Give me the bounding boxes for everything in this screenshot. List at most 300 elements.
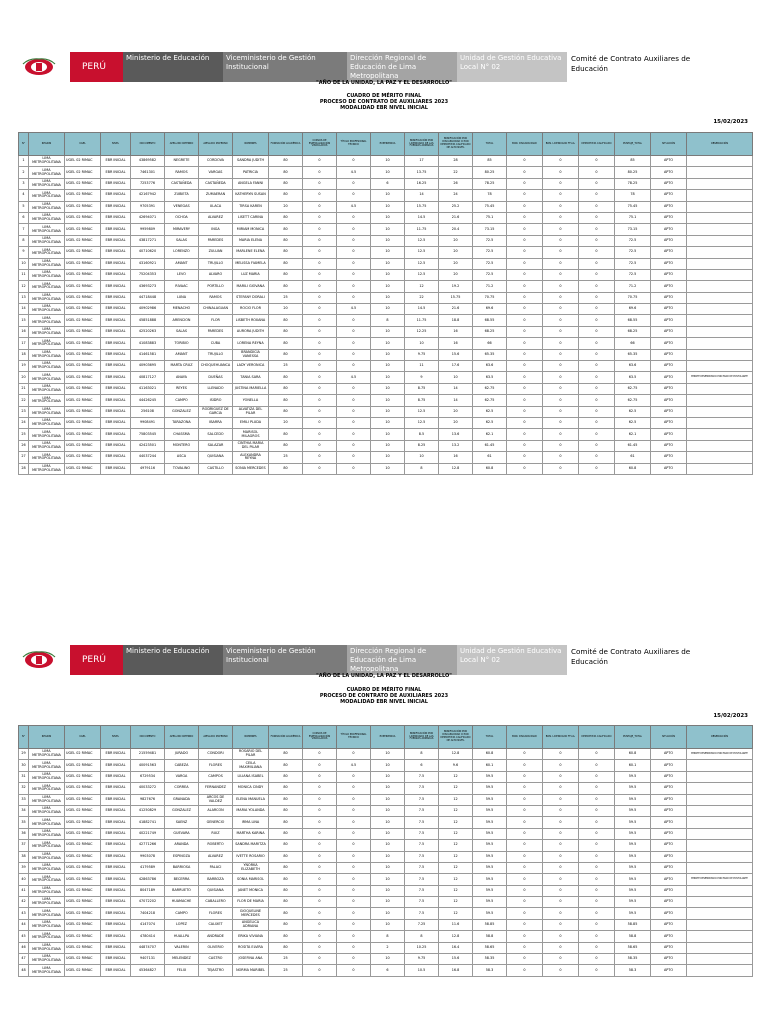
table-cell: BARRIOSA	[165, 862, 199, 873]
table-cell: 0	[579, 201, 615, 212]
table-cell: 60.8	[615, 749, 651, 760]
column-header: N°	[19, 133, 29, 156]
table-cell: UGEL 02 RIMAC	[65, 817, 101, 828]
table-cell: EBR INICIAL	[101, 862, 131, 873]
table-cell: 0	[579, 828, 615, 839]
table-cell: 0	[507, 805, 543, 816]
table-cell: 0	[303, 805, 337, 816]
table-cell: 0	[543, 224, 579, 235]
table-cell: EBR INICIAL	[101, 372, 131, 383]
table-cell: 10	[405, 452, 439, 463]
table-cell: 80	[269, 851, 303, 862]
table-cell: 10	[371, 349, 405, 360]
table-cell: LIMA METROPOLITANA	[29, 817, 65, 828]
table-cell: 26	[439, 178, 473, 189]
table-cell: UGEL 02 RIMAC	[65, 440, 101, 451]
table-cell: AMANT	[165, 258, 199, 269]
table-cell: 59.5	[473, 828, 507, 839]
table-cell: EBR INICIAL	[101, 828, 131, 839]
table-cell: 10	[371, 383, 405, 394]
table-cell: 10	[371, 463, 405, 474]
table-cell: 12.8	[439, 463, 473, 474]
column-header: NIVEL	[101, 133, 131, 156]
column-header: DEPORTISTA CALIFICADO	[579, 726, 615, 749]
table-cell: 1	[19, 156, 29, 167]
table-cell: 80	[269, 771, 303, 782]
table-cell: UGEL 02 RIMAC	[65, 190, 101, 201]
table-cell: 8.75	[405, 383, 439, 394]
table-cell: 0	[303, 954, 337, 965]
table-cell: 15.75	[439, 292, 473, 303]
table-cell: 10	[371, 235, 405, 246]
table-cell: 9827676	[131, 794, 165, 805]
table-cell: 0	[507, 292, 543, 303]
table-cell: 58.35	[473, 954, 507, 965]
table-cell: UGEL 02 RIMAC	[65, 201, 101, 212]
table-cell: 0	[543, 463, 579, 474]
table-cell: ANGELA FANNI	[233, 178, 269, 189]
table-cell: RAMOS	[165, 167, 199, 178]
column-header: APELLIDO PATERNO	[165, 133, 199, 156]
table-cell: 0	[337, 942, 371, 953]
table-cell: EBR INICIAL	[101, 771, 131, 782]
table-cell: EBR INICIAL	[101, 805, 131, 816]
table-cell: 80	[269, 429, 303, 440]
table-cell: 0	[579, 771, 615, 782]
table-cell: 62.1	[615, 429, 651, 440]
table-cell	[687, 463, 753, 474]
column-header: EXPERIENCIA	[371, 726, 405, 749]
table-cell: 41163021	[131, 383, 165, 394]
column-header: BONIFICACIÓN POR LICENCIADO DE LAS FUERZAS ARMADAS	[405, 726, 439, 749]
table-cell: UGEL 02 RIMAC	[65, 783, 101, 794]
table-cell: EBR INICIAL	[101, 361, 131, 372]
table-cell: 0	[507, 178, 543, 189]
table-cell: UGEL 02 RIMAC	[65, 862, 101, 873]
table-cell: 72.5	[615, 247, 651, 258]
table-cell: UGEL 02 RIMAC	[65, 338, 101, 349]
table-cell	[687, 247, 753, 258]
table-cell: 0	[337, 349, 371, 360]
table-cell: 7.5	[405, 885, 439, 896]
table-cell: 25	[269, 965, 303, 976]
table-cell: UGEL 02 RIMAC	[65, 315, 101, 326]
column-header: BON. LICENCIADO FF.AA.	[543, 726, 579, 749]
table-cell: LIMA METROPOLITANA	[29, 851, 65, 862]
column-header: APELLIDO MATERNO	[199, 726, 233, 749]
table-cell: MARIA ELENA	[233, 235, 269, 246]
table-cell: 8	[371, 315, 405, 326]
table-cell: 80.25	[615, 167, 651, 178]
table-cell: 0	[579, 326, 615, 337]
column-header: APELLIDO MATERNO	[199, 133, 233, 156]
title-line: MODALIDAD EBR NIVEL INICIAL	[340, 105, 428, 111]
table-cell: 0	[543, 247, 579, 258]
table-cell: 44718448	[131, 292, 165, 303]
table-cell	[687, 338, 753, 349]
table-cell: LUZ MARIA	[233, 269, 269, 280]
table-cell: 0	[579, 440, 615, 451]
table-cell: 40	[19, 874, 29, 885]
table-cell: 10	[371, 760, 405, 771]
table-cell: 80	[269, 258, 303, 269]
table-cell: UGEL 02 RIMAC	[65, 874, 101, 885]
table-cell: 12.8	[439, 931, 473, 942]
table-cell: SONIA MERCEDES	[233, 463, 269, 474]
table-cell: 10	[371, 874, 405, 885]
table-cell: 65.35	[615, 349, 651, 360]
table-cell: EMPATE DESEMPATADO POR EDAD DE POSTULANTE	[687, 749, 753, 760]
table-cell: 12	[439, 828, 473, 839]
table-cell: 0	[543, 452, 579, 463]
table-cell: 7.5	[405, 862, 439, 873]
table-cell: TIRSA KAREN	[233, 201, 269, 212]
table-cell: 80	[269, 783, 303, 794]
table-cell: 9	[405, 372, 439, 383]
table-cell: 59.5	[473, 783, 507, 794]
table-cell: TEJASTRO	[199, 965, 233, 976]
table-cell: APTO	[651, 749, 687, 760]
table-cell: 0	[507, 417, 543, 428]
table-cell: 12	[405, 281, 439, 292]
table-cell: UGEL 02 RIMAC	[65, 372, 101, 383]
table-cell: APTO	[651, 874, 687, 885]
table-cell: EMPATE DESEMPATADO POR EDAD DE POSTULANTE	[687, 372, 753, 383]
table-cell	[687, 304, 753, 315]
table-cell: 0	[543, 919, 579, 930]
table-cell: 0	[303, 749, 337, 760]
table-cell: APTO	[651, 783, 687, 794]
table-cell: 80	[269, 760, 303, 771]
table-cell: APTO	[651, 908, 687, 919]
table-cell: 12.5	[405, 235, 439, 246]
table-cell: EBR INICIAL	[101, 315, 131, 326]
table-cell: 58.8	[615, 931, 651, 942]
table-cell: MIRIAM MONICA	[233, 224, 269, 235]
table-row	[19, 383, 753, 394]
table-cell: 0	[303, 828, 337, 839]
table-cell: VALERIN	[165, 942, 199, 953]
table-cell: 18.8	[439, 315, 473, 326]
table-cell: 0	[303, 794, 337, 805]
table-cell: BRANDICIA VANESSA	[233, 349, 269, 360]
table-cell: 59.5	[473, 794, 507, 805]
table-cell: 62.75	[473, 383, 507, 394]
table-cell: YONELLA	[233, 395, 269, 406]
table-cell: LIMA METROPOLITANA	[29, 749, 65, 760]
table-cell: 0	[579, 908, 615, 919]
table-cell: 0	[507, 235, 543, 246]
table-cell: 80	[269, 326, 303, 337]
table-cell: 6	[371, 178, 405, 189]
table-cell: 0	[507, 406, 543, 417]
table-cell: 0	[337, 361, 371, 372]
table-cell: 0	[507, 395, 543, 406]
table-cell: 0	[303, 862, 337, 873]
table-cell: 17.6	[439, 361, 473, 372]
table-cell: QUISIANA	[199, 885, 233, 896]
table-cell: 80	[269, 805, 303, 816]
table-cell: 0	[507, 897, 543, 908]
table-cell: 12.5	[405, 417, 439, 428]
table-cell: APTO	[651, 338, 687, 349]
table-cell: 59.5	[615, 794, 651, 805]
table-cell: 0	[507, 851, 543, 862]
table-cell: 80	[269, 269, 303, 280]
table-cell: CORREA	[165, 783, 199, 794]
table-cell: GONZALEZ	[165, 406, 199, 417]
table-cell: 16	[439, 452, 473, 463]
table-cell	[687, 783, 753, 794]
table-cell: 8.25	[405, 440, 439, 451]
column-header: OBSERVACIÓN	[687, 133, 753, 156]
table-cell: 0	[337, 817, 371, 828]
table-cell: KATHERYN SUSAN	[233, 190, 269, 201]
table-cell: 41461581	[131, 349, 165, 360]
table-cell: UGEL 02 RIMAC	[65, 749, 101, 760]
table-cell: 0	[579, 224, 615, 235]
table-cell: 5	[19, 201, 29, 212]
table-cell: 59.5	[473, 805, 507, 816]
table-cell: 59.5	[615, 805, 651, 816]
table-cell: 25.2	[439, 201, 473, 212]
table-cell: 10	[371, 304, 405, 315]
table-cell: LILIANA ISABEL	[233, 771, 269, 782]
table-cell: APTO	[651, 395, 687, 406]
table-cell: 7	[19, 224, 29, 235]
table-cell: 80	[269, 919, 303, 930]
table-cell: OLIVERIO	[199, 942, 233, 953]
table-row	[19, 361, 753, 372]
table-cell: APTO	[651, 794, 687, 805]
table-cell: 0	[507, 908, 543, 919]
table-cell	[687, 201, 753, 212]
table-cell: 43817271	[131, 235, 165, 246]
table-cell	[687, 771, 753, 782]
table-cell: 63.6	[473, 361, 507, 372]
table-cell: TORIBIO	[165, 338, 199, 349]
table-cell: 26	[19, 440, 29, 451]
table-cell: 0	[337, 315, 371, 326]
table-cell: APTO	[651, 361, 687, 372]
table-cell: 0	[303, 178, 337, 189]
table-cell: 3	[19, 178, 29, 189]
table-cell: 12	[439, 840, 473, 851]
table-cell: SALCEDO	[199, 429, 233, 440]
table-cell: APTO	[651, 247, 687, 258]
table-cell: 80	[269, 942, 303, 953]
table-cell: EBR INICIAL	[101, 851, 131, 862]
table-cell: 0	[337, 965, 371, 976]
table-cell: 78	[473, 190, 507, 201]
table-cell: MONICA CINDY	[233, 783, 269, 794]
table-cell: CONDORI	[199, 749, 233, 760]
table-cell: FERNANDEZ	[199, 783, 233, 794]
table-cell: ZUMAERAN	[199, 190, 233, 201]
table-cell: 0	[507, 965, 543, 976]
table-cell: 7.5	[405, 897, 439, 908]
table-cell: 60.1	[473, 760, 507, 771]
table-cell: CASTAÑEDA	[165, 178, 199, 189]
table-cell: APTO	[651, 406, 687, 417]
table-cell: 42771266	[131, 840, 165, 851]
table-cell: APTO	[651, 292, 687, 303]
table-cell: 10	[371, 190, 405, 201]
column-header: BON. LICENCIADO FF.AA.	[543, 133, 579, 156]
column-header: CURSOS DE ESPECIALIZACIÓN VINCULADOS	[303, 726, 337, 749]
table-cell: 30	[19, 760, 29, 771]
table-cell	[687, 315, 753, 326]
column-header: SITUACIÓN	[651, 133, 687, 156]
table-cell: ANAYA	[165, 372, 199, 383]
table-cell: 14	[439, 383, 473, 394]
table-cell	[687, 406, 753, 417]
table-cell: 0	[579, 965, 615, 976]
year-motto: "AÑO DE LA UNIDAD, LA PAZ Y EL DESARROLLO"	[316, 673, 452, 679]
table-cell: EBR INICIAL	[101, 885, 131, 896]
table-cell: 7.5	[405, 817, 439, 828]
table-cell	[687, 349, 753, 360]
table-cell: 41083883	[131, 338, 165, 349]
table-cell: OCHOA	[165, 212, 199, 223]
table-cell: UGEL 02 RIMAC	[65, 851, 101, 862]
table-row	[19, 897, 753, 908]
table-row	[19, 771, 753, 782]
table-row	[19, 794, 753, 805]
table-cell	[687, 897, 753, 908]
table-cell: 0	[543, 190, 579, 201]
table-cell: 0	[337, 828, 371, 839]
table-cell: UGEL 02 RIMAC	[65, 794, 101, 805]
table-cell: 7.5	[405, 771, 439, 782]
table-cell: 4147074	[131, 919, 165, 930]
table-cell: 0	[579, 794, 615, 805]
table-cell: 0	[579, 292, 615, 303]
table-cell	[687, 452, 753, 463]
table-cell: 45	[19, 931, 29, 942]
table-cell: 12.5	[405, 406, 439, 417]
table-cell: LIMA METROPOLITANA	[29, 383, 65, 394]
table-cell: 0	[507, 840, 543, 851]
table-cell: BARBOZA	[199, 874, 233, 885]
table-cell: 37	[19, 840, 29, 851]
table-cell: EBR INICIAL	[101, 749, 131, 760]
table-row	[19, 440, 753, 451]
table-cell: 42694071	[131, 212, 165, 223]
table-cell: 0	[579, 406, 615, 417]
table-cell: SANDRA MARITZA	[233, 840, 269, 851]
table-cell	[687, 156, 753, 167]
table-cell: 0	[303, 942, 337, 953]
table-cell: SONIA MARISOL	[233, 874, 269, 885]
table-cell: 12	[439, 897, 473, 908]
table-cell: 12	[439, 862, 473, 873]
table-cell: ELENA MANUELA	[233, 794, 269, 805]
table-cell: 0	[337, 406, 371, 417]
table-cell: 0	[507, 338, 543, 349]
table-cell: 60.8	[473, 749, 507, 760]
table-cell: 0	[337, 156, 371, 167]
table-cell: APTO	[651, 828, 687, 839]
table-cell: EBR INICIAL	[101, 440, 131, 451]
table-cell: 0	[337, 885, 371, 896]
table-cell: 0	[337, 749, 371, 760]
table-cell: 10	[371, 212, 405, 223]
table-cell: UGEL 02 RIMAC	[65, 919, 101, 930]
table-cell: 59.5	[615, 885, 651, 896]
table-cell: UGEL 02 RIMAC	[65, 771, 101, 782]
table-cell: 0	[579, 361, 615, 372]
table-cell: 61	[473, 452, 507, 463]
table-cell: 0	[543, 406, 579, 417]
table-cell: JOSEFINA ANA	[233, 954, 269, 965]
table-cell: CASTILLO	[199, 463, 233, 474]
table-cell: ANGELICA ADRIANA	[233, 919, 269, 930]
table-cell: 14.5	[405, 304, 439, 315]
table-cell: 10	[19, 258, 29, 269]
table-cell: ROBERTO	[199, 840, 233, 851]
table-cell: 0	[507, 817, 543, 828]
table-cell: UGEL 02 RIMAC	[65, 805, 101, 816]
document-title	[0, 687, 768, 705]
table-cell: 0	[303, 395, 337, 406]
table-cell: 0	[579, 931, 615, 942]
table-cell: GRANADA	[165, 794, 199, 805]
table-cell: 10	[371, 338, 405, 349]
table-cell: 80	[269, 349, 303, 360]
table-cell: 0	[507, 452, 543, 463]
table-cell	[687, 760, 753, 771]
table-row	[19, 281, 753, 292]
table-cell: LIMA METROPOLITANA	[29, 874, 65, 885]
table-cell: 10	[371, 167, 405, 178]
table-cell: 25	[269, 954, 303, 965]
table-cell: 10	[371, 258, 405, 269]
table-cell: 10	[371, 452, 405, 463]
table-cell: 68.25	[473, 326, 507, 337]
table-cell: LIMA METROPOLITANA	[29, 885, 65, 896]
table-row	[19, 965, 753, 976]
table-cell: 0	[303, 783, 337, 794]
table-cell: 0	[507, 247, 543, 258]
table-cell: LISETT CARINA	[233, 212, 269, 223]
table-cell: LIMA METROPOLITANA	[29, 201, 65, 212]
table-cell: 0	[543, 167, 579, 178]
table-cell: ULACA	[199, 201, 233, 212]
table-cell: TANIA SARA	[233, 372, 269, 383]
table-cell: 10	[371, 749, 405, 760]
page-1	[0, 52, 768, 582]
table-cell: 11	[19, 269, 29, 280]
table-cell: 66	[473, 338, 507, 349]
table-cell: 0	[507, 440, 543, 451]
table-cell: 0	[543, 304, 579, 315]
table-row	[19, 269, 753, 280]
table-cell: MENACHO	[165, 304, 199, 315]
table-cell: 0	[303, 281, 337, 292]
table-cell	[687, 258, 753, 269]
table-cell: 80	[269, 190, 303, 201]
table-cell: ALARCON	[199, 805, 233, 816]
table-cell: 20	[439, 406, 473, 417]
table-cell: EBR INICIAL	[101, 874, 131, 885]
table-cell: 0	[337, 326, 371, 337]
table-cell: SALAS	[165, 235, 199, 246]
table-cell: 8047189	[131, 885, 165, 896]
table-cell: CHINALAGUAN	[199, 304, 233, 315]
table-cell: LORENZO	[165, 247, 199, 258]
table-cell: SALAS	[165, 326, 199, 337]
